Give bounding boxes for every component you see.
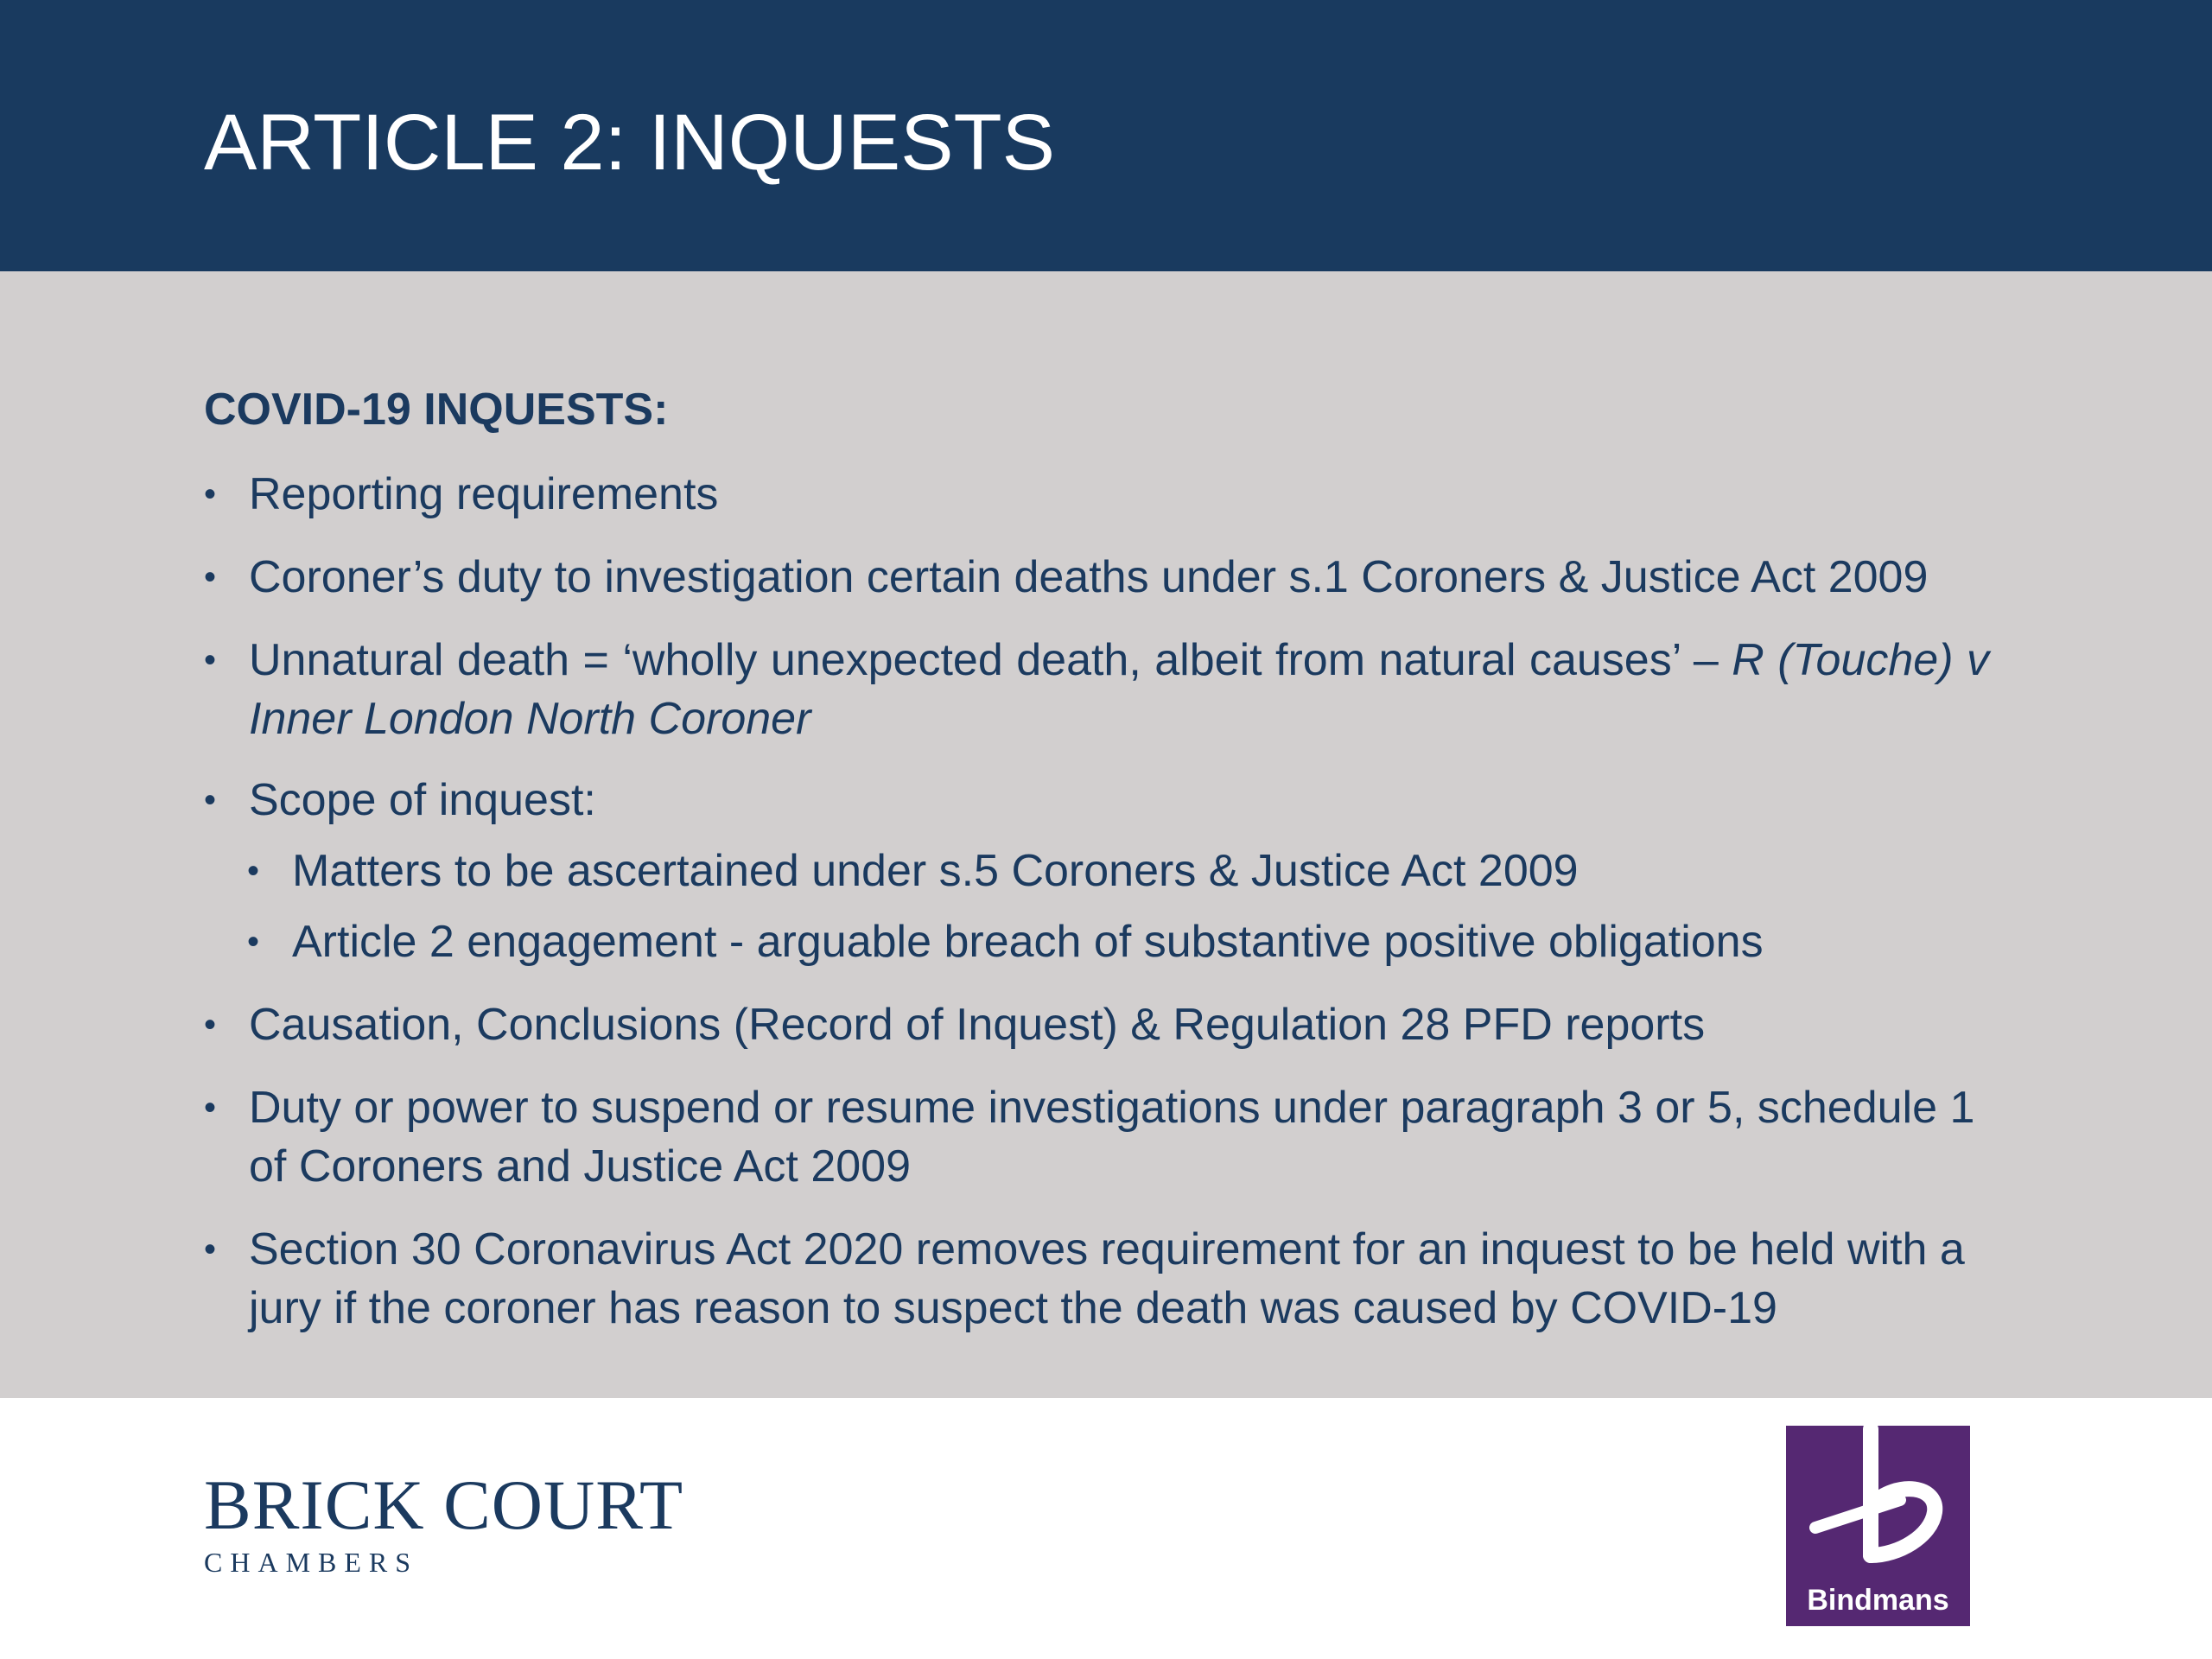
brick-court-logo-sub: CHAMBERS [204, 1547, 419, 1578]
bullet-text: Matters to be ascertained under s.5 Coroners & Justice Act 2009 [292, 846, 1579, 896]
bullet-dot: • [204, 1089, 217, 1127]
bullet-item [204, 465, 1989, 524]
bullet-dot: • [204, 781, 217, 819]
bullet-text-plain: Unnatural death = ‘wholly unexpected death, albeit from natural causes’ – [249, 635, 1732, 685]
bullet-item [204, 631, 1989, 748]
bullet-dot: • [204, 1230, 217, 1268]
slide-title: ARTICLE 2: INQUESTS [204, 99, 1056, 187]
bullet-text: Scope of inquest: [249, 775, 596, 825]
bullet-dot: • [204, 475, 217, 513]
bullet-dot: • [204, 641, 217, 679]
bullet-text: Causation, Conclusions (Record of Inquest) & Regulation 28 PFD reports [249, 1000, 1706, 1050]
bullet-text [204, 631, 1989, 748]
bullet-dot: • [247, 852, 260, 890]
bullet-text: Article 2 engagement - arguable breach of substantive positive obligations [292, 917, 1764, 967]
bullet-text: Coroner’s duty to investigation certain deaths under s.1 Coroners & Justice Act 2009 [249, 552, 1929, 602]
bullet-text: Reporting requirements [249, 469, 719, 519]
sub-bullet-item [247, 842, 1958, 900]
bullet-item [204, 995, 1989, 1054]
brick-court-logo-main: BRICK COURT [204, 1465, 684, 1544]
case-citation: R (Touche) v Inner London North Coroner [249, 635, 1990, 744]
bindmans-logo [1786, 1426, 1970, 1626]
bullet-dot: • [204, 558, 217, 596]
title-bar [0, 0, 2212, 271]
brick-court-logo [204, 1465, 684, 1580]
bullet-item [204, 1220, 1989, 1338]
bindmans-b-icon [1786, 1426, 1970, 1586]
bullet-text: Section 30 Coronavirus Act 2020 removes requirement for an inquest to be held with a jury if the coroner has reason to suspect the death was caused by COVID-19 [249, 1224, 1965, 1333]
sub-bullet-item [247, 912, 1958, 971]
bullet-item [204, 548, 1989, 607]
bullet-dot: • [204, 1006, 217, 1044]
content-panel [0, 271, 2212, 1398]
bullet-text: Duty or power to suspend or resume investigations under paragraph 3 or 5, schedule 1 of Coroners and Justice Act 2009 [249, 1083, 1975, 1192]
bullet-item [204, 1078, 1989, 1196]
section-heading: COVID-19 INQUESTS: [204, 385, 669, 435]
bullet-item [204, 771, 1989, 830]
bullet-dot: • [247, 923, 260, 961]
bindmans-wordmark: Bindmans [1807, 1584, 1949, 1617]
